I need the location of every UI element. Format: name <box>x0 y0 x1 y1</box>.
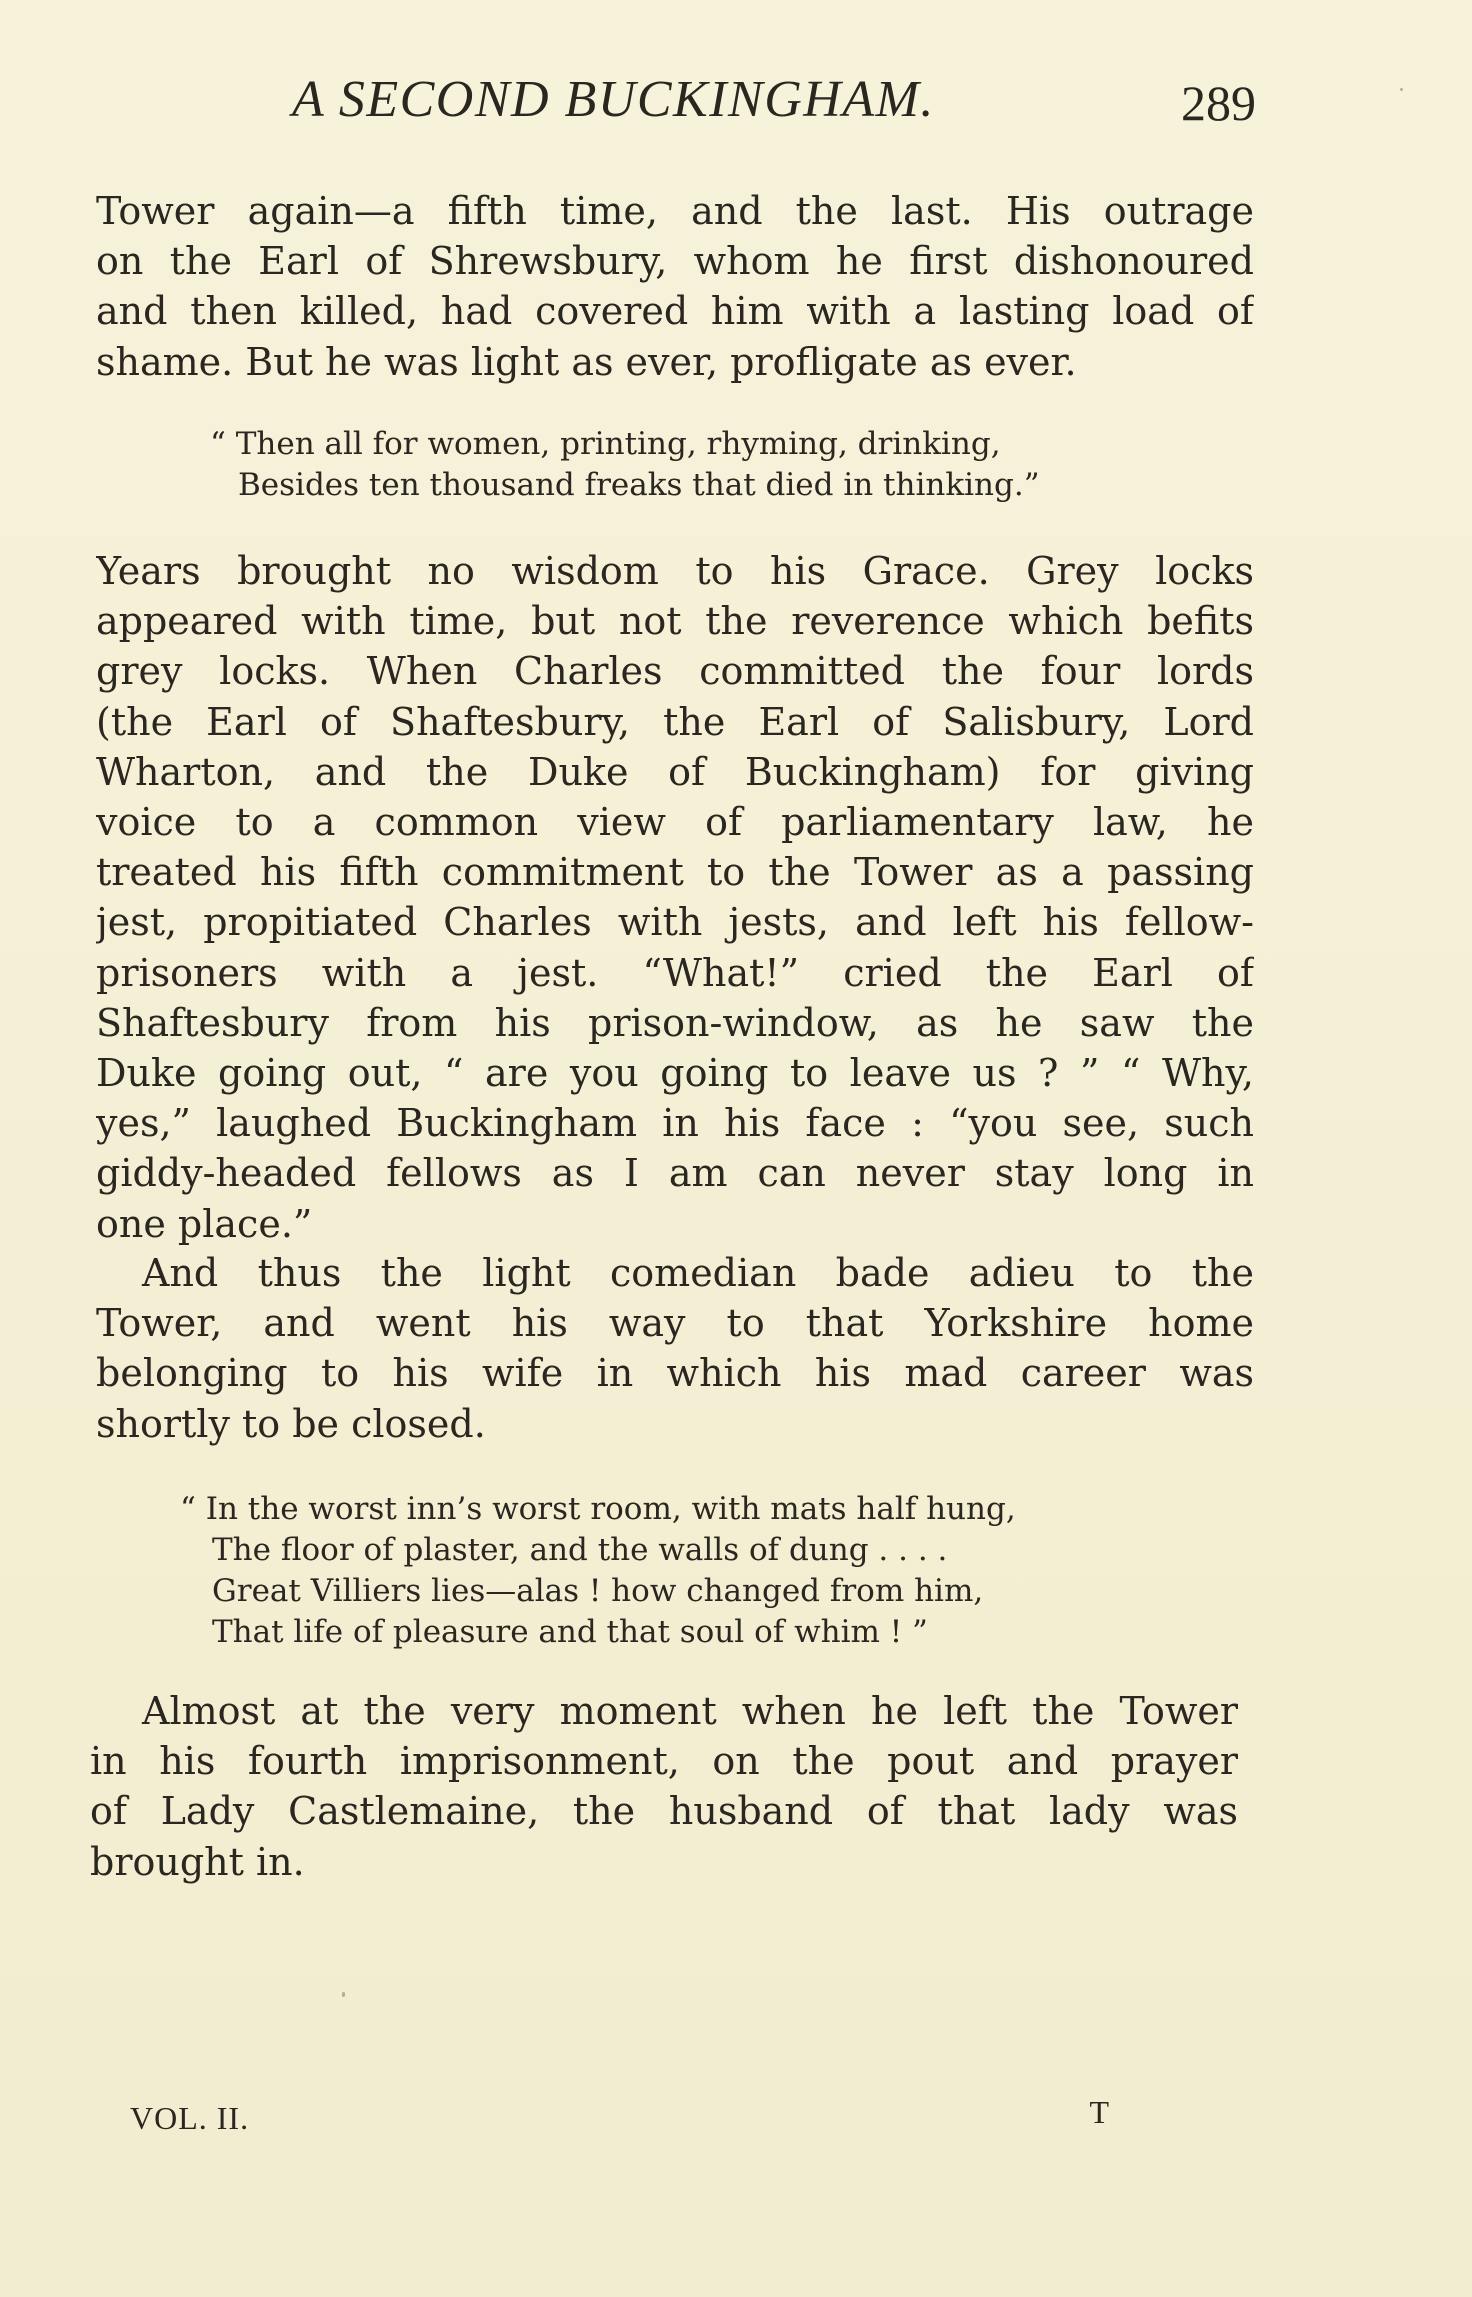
ink-fleck <box>1400 88 1403 91</box>
verse-line: The floor of plaster, and the walls of dung . . . . <box>212 1532 948 1568</box>
text-line: belonging to his wife in which his mad career was <box>96 1351 1254 1396</box>
text-line: brought in. <box>90 1839 305 1884</box>
text-line: in his fourth imprisonment, on the pout and prayer <box>90 1739 1238 1784</box>
text-line: Tower again—a fifth time, and the last. His outrage <box>96 189 1254 233</box>
paragraph-3 <box>96 1248 1254 1449</box>
verse-quote-2 <box>180 1489 1016 1653</box>
text-line: giddy-headed fellows as I am can never stay long in <box>96 1151 1254 1196</box>
text-line: voice to a common view of parliamentary law, he <box>96 800 1254 845</box>
paragraph-4 <box>90 1686 1238 1887</box>
page-number: 289 <box>1181 75 1256 131</box>
paragraph-1 <box>96 186 1254 387</box>
text-line: one place.” <box>96 1201 313 1246</box>
signature-mark: T <box>1089 2094 1110 2130</box>
verse-line: Great Villiers lies—alas ! how changed from him, <box>212 1573 984 1609</box>
text-line: Tower, and went his way to that Yorkshire home <box>96 1301 1254 1346</box>
verse-line: “ Then all for women, printing, rhyming, drinking, <box>210 426 1001 462</box>
text-line: Shaftesbury from his prison-window, as he saw the <box>96 1000 1254 1045</box>
text-line: And thus the light comedian bade adieu to the <box>142 1251 1254 1295</box>
text-line: (the Earl of Shaftesbury, the Earl of Salisbury, Lord <box>96 699 1254 744</box>
text-line: shortly to be closed. <box>96 1401 486 1446</box>
running-title: A SECOND BUCKINGHAM. <box>292 71 935 128</box>
verse-line: “ In the worst inn’s worst room, with mats half hung, <box>180 1491 1016 1527</box>
page-footer <box>130 2094 1110 2150</box>
text-line: of Lady Castlemaine, the husband of that lady was <box>90 1789 1238 1834</box>
running-head <box>96 70 1256 150</box>
text-line: yes,” laughed Buckingham in his face : “you see, such <box>96 1101 1254 1146</box>
text-line: treated his fifth commitment to the Tower as a passing <box>96 850 1254 895</box>
text-line: appeared with time, but not the reverence which befits <box>96 599 1254 644</box>
ink-fleck <box>342 1992 345 1997</box>
text-line: on the Earl of Shrewsbury, whom he first dishonoured <box>96 239 1254 284</box>
volume-label: VOL. II. <box>130 2100 250 2136</box>
text-line: jest, propitiated Charles with jests, and left his fellow- <box>96 900 1254 945</box>
text-line: grey locks. When Charles committed the four lords <box>96 649 1254 694</box>
text-line: Wharton, and the Duke of Buckingham) for giving <box>96 749 1254 794</box>
paragraph-2 <box>96 546 1254 1249</box>
verse-quote-1 <box>210 424 1040 506</box>
text-line: Years brought no wisdom to his Grace. Grey locks <box>96 549 1254 593</box>
verse-line: Besides ten thousand freaks that died in thinking.” <box>238 467 1040 503</box>
text-line: Duke going out, “ are you going to leave us ? ” “ Why, <box>96 1051 1254 1096</box>
verse-line: That life of pleasure and that soul of whim ! ” <box>212 1614 928 1650</box>
text-line: and then killed, had covered him with a lasting load of <box>96 289 1254 334</box>
text-line: shame. But he was light as ever, profligate as ever. <box>96 339 1077 384</box>
text-line: prisoners with a jest. “What!” cried the Earl of <box>96 950 1254 995</box>
text-line: Almost at the very moment when he left the Tower <box>142 1689 1238 1733</box>
